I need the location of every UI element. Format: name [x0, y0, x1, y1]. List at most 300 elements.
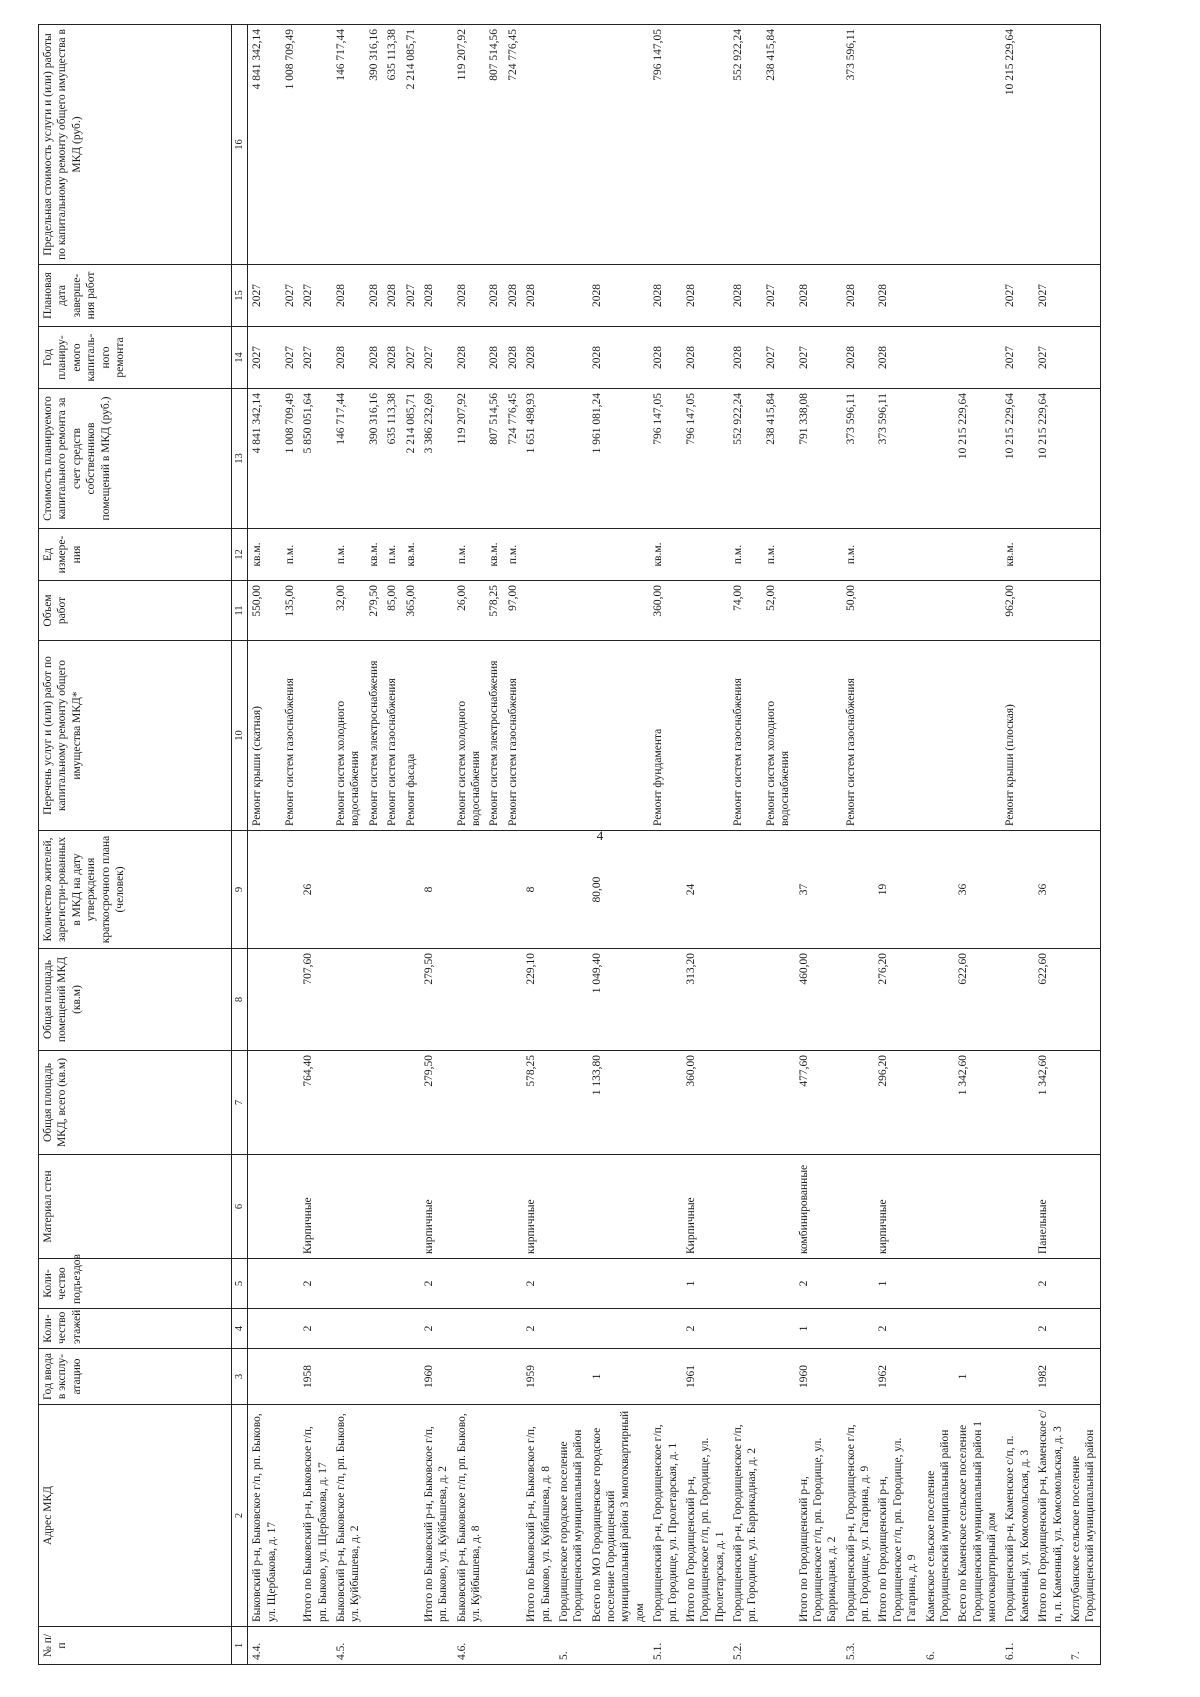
table-row [874, 25, 921, 1665]
table-row [281, 25, 299, 1665]
table-cell-col-11: 135,00 [281, 581, 299, 641]
table-cell-col-16 [795, 25, 842, 265]
table-cell-col-4 [922, 1309, 955, 1349]
table-cell-col-13: 10 215 229,64 [1001, 389, 1034, 529]
table-cell-col-11 [522, 581, 555, 641]
table-cell-col-5 [281, 1259, 299, 1309]
table-cell-col-6 [402, 1155, 420, 1259]
table-cell-col-13 [922, 389, 955, 529]
table-cell-col-5 [1001, 1259, 1034, 1309]
table-cell-col-12: кв.м. [1001, 529, 1034, 581]
table-cell-col-1: 6.1. [1001, 1627, 1034, 1665]
table-cell-col-11: 578,25 [485, 581, 503, 641]
table-cell-col-6 [383, 1155, 401, 1259]
table-cell-col-13: 390 316,16 [365, 389, 383, 529]
table-cell-col-12: кв.м. [485, 529, 503, 581]
table-row [402, 25, 420, 1665]
table-cell-col-6 [365, 1155, 383, 1259]
table-cell-col-2: Каменское сельское поселение Городищенский муниципальный район [922, 1405, 955, 1627]
table-cell-col-10 [555, 641, 588, 831]
table-cell-col-2 [281, 1405, 299, 1627]
table-cell-col-16: 119 207,92 [453, 25, 486, 265]
table-cell-col-4 [365, 1309, 383, 1349]
table-cell-col-3 [485, 1349, 503, 1405]
table-cell-col-15: 2028 [729, 265, 762, 327]
table-cell-col-14: 2028 [649, 327, 682, 389]
column-number-16: 16 [232, 25, 248, 265]
table-cell-col-9 [842, 831, 875, 949]
table-cell-col-7: 279,50 [420, 1051, 453, 1155]
table-cell-col-12: кв.м. [365, 529, 383, 581]
table-cell-col-6: кирпичные [874, 1155, 921, 1259]
table-cell-col-10: Ремонт систем электроснабжения [365, 641, 383, 831]
column-header-5: Коли-чество подъездов [39, 1259, 232, 1309]
table-cell-col-9 [504, 831, 522, 949]
table-cell-col-1 [1034, 1627, 1067, 1665]
table-cell-col-8 [485, 949, 503, 1051]
table-cell-col-15: 2027 [248, 265, 281, 327]
table-cell-col-8 [365, 949, 383, 1051]
table-cell-col-3 [729, 1349, 762, 1405]
table-cell-col-7 [248, 1051, 281, 1155]
table-cell-col-10: Ремонт крыши (скатная) [248, 641, 281, 831]
table-cell-col-5 [248, 1259, 281, 1309]
table-cell-col-3 [365, 1349, 383, 1405]
table-cell-col-13: 796 147,05 [682, 389, 729, 529]
table-cell-col-12: п.м. [762, 529, 795, 581]
column-header-14: Год планиру-емого капиталь-ного ремонта [39, 327, 232, 389]
table-cell-col-15: 2027 [1001, 265, 1034, 327]
table-cell-col-13: 119 207,92 [453, 389, 486, 529]
table-cell-col-6 [842, 1155, 875, 1259]
table-cell-col-8 [453, 949, 486, 1051]
table-cell-col-9: 8 [420, 831, 453, 949]
table-cell-col-14 [954, 327, 1001, 389]
table-cell-col-14: 2028 [842, 327, 875, 389]
table-row [682, 25, 729, 1665]
table-cell-col-3 [922, 1349, 955, 1405]
table-cell-col-15: 2027 [1034, 265, 1067, 327]
table-cell-col-7 [922, 1051, 955, 1155]
table-cell-col-11: 962,00 [1001, 581, 1034, 641]
table-cell-col-13: 552 922,24 [729, 389, 762, 529]
table-cell-col-5: 2 [299, 1259, 332, 1309]
column-header-11: Объем работ [39, 581, 232, 641]
table-cell-col-16 [299, 25, 332, 265]
table-cell-col-15: 2027 [299, 265, 332, 327]
table-cell-col-7: 1 342,60 [954, 1051, 1001, 1155]
table-cell-col-1 [874, 1627, 921, 1665]
table-cell-col-4: 2 [1034, 1309, 1067, 1349]
table-cell-col-10: Ремонт фундамента [649, 641, 682, 831]
table-cell-col-1 [299, 1627, 332, 1665]
table-cell-col-7: 578,25 [522, 1051, 555, 1155]
table-cell-col-10 [299, 641, 332, 831]
table-cell-col-4: 2 [874, 1309, 921, 1349]
table-cell-col-15 [555, 265, 588, 327]
table-cell-col-6 [588, 1155, 650, 1259]
table-cell-col-13: 724 776,45 [504, 389, 522, 529]
table-cell-col-9 [1067, 831, 1100, 949]
column-header-2: Адрес МКД [39, 1405, 232, 1627]
table-cell-col-7 [649, 1051, 682, 1155]
table-cell-col-6 [922, 1155, 955, 1259]
table-cell-col-10 [420, 641, 453, 831]
table-cell-col-13: 373 596,11 [842, 389, 875, 529]
table-row [649, 25, 682, 1665]
table-cell-col-2: Всего по МО Городищенское городское поселение Городищенский муниципальный район 3 многоквартирный дом [588, 1405, 650, 1627]
table-cell-col-13: 796 147,05 [649, 389, 682, 529]
table-cell-col-13: 2 214 085,71 [402, 389, 420, 529]
table-cell-col-16 [522, 25, 555, 265]
table-cell-col-2: Быковский р-н, Быковское г/п, рп. Быково, ул. Куйбышева, д. 2 [332, 1405, 365, 1627]
table-cell-col-6 [729, 1155, 762, 1259]
column-number-7: 7 [232, 1051, 248, 1155]
table-body [248, 25, 1101, 1665]
table-cell-col-3 [1001, 1349, 1034, 1405]
table-cell-col-12: п.м. [281, 529, 299, 581]
table-cell-col-9 [453, 831, 486, 949]
table-cell-col-13: 3 386 232,69 [420, 389, 453, 529]
table-row [453, 25, 486, 1665]
table-cell-col-1 [762, 1627, 795, 1665]
table-cell-col-7 [555, 1051, 588, 1155]
table-row [365, 25, 383, 1665]
table-cell-col-1: 5. [555, 1627, 588, 1665]
table-cell-col-11 [874, 581, 921, 641]
table-cell-col-11: 74,00 [729, 581, 762, 641]
table-cell-col-11 [555, 581, 588, 641]
table-cell-col-8: 622,60 [954, 949, 1001, 1051]
table-cell-col-3: 1960 [420, 1349, 453, 1405]
table-cell-col-11 [954, 581, 1001, 641]
table-row [248, 25, 281, 1665]
table-cell-col-2 [365, 1405, 383, 1627]
table-cell-col-1 [588, 1627, 650, 1665]
table-cell-col-4 [281, 1309, 299, 1349]
table-cell-col-6: Кирпичные [299, 1155, 332, 1259]
table-cell-col-1: 4.6. [453, 1627, 486, 1665]
table-cell-col-5 [555, 1259, 588, 1309]
table-cell-col-15 [954, 265, 1001, 327]
table-cell-col-8: 622,60 [1034, 949, 1067, 1051]
column-number-9: 9 [232, 831, 248, 949]
table-cell-col-3: 1960 [795, 1349, 842, 1405]
table-cell-col-9: 36 [954, 831, 1001, 949]
table-cell-col-3 [332, 1349, 365, 1405]
table-cell-col-7 [1001, 1051, 1034, 1155]
table-cell-col-6: Кирпичные [682, 1155, 729, 1259]
table-row [504, 25, 522, 1665]
table-cell-col-1 [485, 1627, 503, 1665]
table-cell-col-9 [729, 831, 762, 949]
table-cell-col-16 [874, 25, 921, 265]
table-cell-col-7: 1 342,60 [1034, 1051, 1067, 1155]
column-header-10: Перечень услуг и (или) работ по капитальному ремонту общего имущества МКД* [39, 641, 232, 831]
table-cell-col-16: 1 008 709,49 [281, 25, 299, 265]
table-cell-col-1: 5.1. [649, 1627, 682, 1665]
table-cell-col-10 [522, 641, 555, 831]
table-cell-col-7 [402, 1051, 420, 1155]
table-cell-col-6 [332, 1155, 365, 1259]
table-cell-col-13 [555, 389, 588, 529]
column-header-9: Количество жителей, зарегистри-рованных в МКД на дату утверждения краткосрочного плана (человек) [39, 831, 232, 949]
table-cell-col-4 [248, 1309, 281, 1349]
table-cell-col-16: 635 113,38 [383, 25, 401, 265]
table-cell-col-1: 7. [1067, 1627, 1100, 1665]
table-cell-col-1 [795, 1627, 842, 1665]
table-row [555, 25, 588, 1665]
table-cell-col-6 [649, 1155, 682, 1259]
table-cell-col-4 [402, 1309, 420, 1349]
table-cell-col-4 [555, 1309, 588, 1349]
table-cell-col-1 [682, 1627, 729, 1665]
table-cell-col-3 [504, 1349, 522, 1405]
table-cell-col-6: кирпичные [522, 1155, 555, 1259]
table-cell-col-13: 5 850 051,64 [299, 389, 332, 529]
table-cell-col-8 [922, 949, 955, 1051]
table-cell-col-14: 2028 [504, 327, 522, 389]
table-cell-col-1 [281, 1627, 299, 1665]
table-row [1001, 25, 1034, 1665]
table-cell-col-8 [504, 949, 522, 1051]
table-cell-col-14: 2027 [281, 327, 299, 389]
header-row [39, 25, 232, 1665]
table-cell-col-16 [1067, 25, 1100, 265]
table-cell-col-7 [365, 1051, 383, 1155]
table-cell-col-1 [504, 1627, 522, 1665]
table-cell-col-2: Итого по Городищенский р-н, Каменское с/п, п. Каменный, ул. Комсомольская, д. 3 [1034, 1405, 1067, 1627]
column-number-2: 2 [232, 1405, 248, 1627]
table-cell-col-10: Ремонт систем холодного водоснабжения [453, 641, 486, 831]
table-cell-col-5 [954, 1259, 1001, 1309]
table-cell-col-5 [332, 1259, 365, 1309]
table-cell-col-15: 2028 [504, 265, 522, 327]
table-cell-col-14: 2027 [420, 327, 453, 389]
table-cell-col-16 [420, 25, 453, 265]
table-cell-col-3: 1961 [682, 1349, 729, 1405]
table-cell-col-9: 24 [682, 831, 729, 949]
table-cell-col-16: 796 147,05 [649, 25, 682, 265]
table-cell-col-11 [1034, 581, 1067, 641]
table-cell-col-13: 146 717,44 [332, 389, 365, 529]
column-number-5: 5 [232, 1259, 248, 1309]
table-cell-col-6 [1001, 1155, 1034, 1259]
table-cell-col-1 [365, 1627, 383, 1665]
table-cell-col-7 [281, 1051, 299, 1155]
table-cell-col-11 [795, 581, 842, 641]
table-cell-col-16: 238 415,84 [762, 25, 795, 265]
table-cell-col-15: 2028 [420, 265, 453, 327]
table-cell-col-8: 276,20 [874, 949, 921, 1051]
table-cell-col-11: 279,50 [365, 581, 383, 641]
table-cell-col-3 [402, 1349, 420, 1405]
table-cell-col-5 [485, 1259, 503, 1309]
table-row [922, 25, 955, 1665]
table-cell-col-5 [922, 1259, 955, 1309]
table-cell-col-4 [332, 1309, 365, 1349]
table-cell-col-15: 2028 [332, 265, 365, 327]
table-cell-col-12: кв.м. [402, 529, 420, 581]
table-cell-col-3 [842, 1349, 875, 1405]
table-cell-col-5 [383, 1259, 401, 1309]
capital-repair-table-sheet [38, 25, 1178, 1665]
table-cell-col-10 [1067, 641, 1100, 831]
table-cell-col-7 [729, 1051, 762, 1155]
table-cell-col-5 [402, 1259, 420, 1309]
table-cell-col-8: 707,60 [299, 949, 332, 1051]
table-cell-col-14: 2028 [365, 327, 383, 389]
table-row [1067, 25, 1100, 1665]
table-cell-col-7 [762, 1051, 795, 1155]
table-cell-col-15: 2027 [762, 265, 795, 327]
table-row [420, 25, 453, 1665]
table-cell-col-11 [922, 581, 955, 641]
table-cell-col-13: 10 215 229,64 [954, 389, 1001, 529]
table-cell-col-7 [383, 1051, 401, 1155]
table-cell-col-9 [248, 831, 281, 949]
table-cell-col-11: 85,00 [383, 581, 401, 641]
table-cell-col-2: Итого по Быковский р-н, Быковское г/п, рп. Быково, ул. Щербакова, д. 17 [299, 1405, 332, 1627]
column-number-1: 1 [232, 1627, 248, 1665]
table-cell-col-15: 2027 [402, 265, 420, 327]
table-cell-col-14: 2027 [299, 327, 332, 389]
table-cell-col-5 [588, 1259, 650, 1309]
table-cell-col-11 [588, 581, 650, 641]
table-cell-col-15: 2028 [588, 265, 650, 327]
table-cell-col-12 [299, 529, 332, 581]
table-cell-col-9 [555, 831, 588, 949]
table-cell-col-7: 477,60 [795, 1051, 842, 1155]
column-number-12: 12 [232, 529, 248, 581]
table-cell-col-15 [922, 265, 955, 327]
table-cell-col-14: 2027 [795, 327, 842, 389]
table-cell-col-3: 1962 [874, 1349, 921, 1405]
table-cell-col-6 [504, 1155, 522, 1259]
table-cell-col-8: 1 049,40 [588, 949, 650, 1051]
table-cell-col-1 [402, 1627, 420, 1665]
column-number-13: 13 [232, 389, 248, 529]
table-cell-col-3: 1 [954, 1349, 1001, 1405]
table-cell-col-6 [281, 1155, 299, 1259]
column-header-1: № п/п [39, 1627, 232, 1665]
table-cell-col-12 [1067, 529, 1100, 581]
table-cell-col-14: 2027 [248, 327, 281, 389]
table-cell-col-1: 4.4. [248, 1627, 281, 1665]
table-cell-col-14: 2028 [453, 327, 486, 389]
table-cell-col-6: Панельные [1034, 1155, 1067, 1259]
table-cell-col-1: 4.5. [332, 1627, 365, 1665]
table-cell-col-14 [555, 327, 588, 389]
table-cell-col-9: 8 [522, 831, 555, 949]
table-cell-col-15: 2028 [682, 265, 729, 327]
table-cell-col-5 [1067, 1259, 1100, 1309]
table-cell-col-16 [1034, 25, 1067, 265]
table-cell-col-4 [383, 1309, 401, 1349]
table-cell-col-10: Ремонт систем холодного водоснабжения [332, 641, 365, 831]
table-cell-col-1: 5.3. [842, 1627, 875, 1665]
table-cell-col-12 [954, 529, 1001, 581]
table-cell-col-9 [281, 831, 299, 949]
column-header-7: Общая площадь МКД, всего (кв.м) [39, 1051, 232, 1155]
column-number-8: 8 [232, 949, 248, 1051]
table-cell-col-7 [453, 1051, 486, 1155]
table-cell-col-6 [762, 1155, 795, 1259]
table-row [485, 25, 503, 1665]
column-number-6: 6 [232, 1155, 248, 1259]
table-cell-col-16: 146 717,44 [332, 25, 365, 265]
table-cell-col-16: 807 514,56 [485, 25, 503, 265]
table-cell-col-3 [248, 1349, 281, 1405]
table-cell-col-2: Всего по Каменское сельское поселение Городищенский муниципальный район 1 многоквартирный дом [954, 1405, 1001, 1627]
table-cell-col-4 [504, 1309, 522, 1349]
table-cell-col-10 [922, 641, 955, 831]
table-cell-col-11: 52,00 [762, 581, 795, 641]
table-cell-col-11: 360,00 [649, 581, 682, 641]
table-cell-col-8: 279,50 [420, 949, 453, 1051]
table-cell-col-4 [842, 1309, 875, 1349]
table-cell-col-10 [795, 641, 842, 831]
table-cell-col-12: п.м. [383, 529, 401, 581]
table-cell-col-2: Быковский р-н, Быковское г/п, рп. Быково, ул. Куйбышева, д. 8 [453, 1405, 486, 1627]
table-cell-col-10 [588, 641, 650, 831]
table-cell-col-10 [1034, 641, 1067, 831]
table-cell-col-9: 26 [299, 831, 332, 949]
table-cell-col-13: 1 008 709,49 [281, 389, 299, 529]
column-header-12: Ед измере-ния [39, 529, 232, 581]
table-cell-col-8: 460,00 [795, 949, 842, 1051]
table-cell-col-15: 2028 [383, 265, 401, 327]
table-cell-col-14: 2027 [762, 327, 795, 389]
table-cell-col-2: Городищенский р-н, Городищенское г/п, рп. Городище, ул. Баррикадная, д. 2 [729, 1405, 762, 1627]
table-cell-col-4 [1001, 1309, 1034, 1349]
table-cell-col-15: 2028 [453, 265, 486, 327]
table-cell-col-15: 2028 [874, 265, 921, 327]
table-cell-col-4 [1067, 1309, 1100, 1349]
column-number-11: 11 [232, 581, 248, 641]
table-cell-col-13: 4 841 342,14 [248, 389, 281, 529]
table-cell-col-3: 1982 [1034, 1349, 1067, 1405]
table-cell-col-14: 2027 [402, 327, 420, 389]
table-cell-col-15: 2028 [842, 265, 875, 327]
table-row [383, 25, 401, 1665]
table-cell-col-14 [1067, 327, 1100, 389]
table-cell-col-2 [402, 1405, 420, 1627]
table-cell-col-3 [383, 1349, 401, 1405]
table-cell-col-2: Городищенский р-н, Городищенское г/п, рп. Городище, ул. Гагарина, д. 9 [842, 1405, 875, 1627]
table-cell-col-1 [954, 1627, 1001, 1665]
table-cell-col-10: Ремонт систем электроснабжения [485, 641, 503, 831]
table-cell-col-11 [682, 581, 729, 641]
table-cell-col-7 [842, 1051, 875, 1155]
table-cell-col-11 [420, 581, 453, 641]
table-cell-col-15: 2028 [365, 265, 383, 327]
table-cell-col-6: комбинированные [795, 1155, 842, 1259]
table-cell-col-2: Городищенский р-н, Городищенское г/п, рп. Городище, ул. Пролетарская, д. 1 [649, 1405, 682, 1627]
table-cell-col-12 [588, 529, 650, 581]
column-number-3: 3 [232, 1349, 248, 1405]
table-cell-col-12: п.м. [729, 529, 762, 581]
table-cell-col-12 [682, 529, 729, 581]
table-cell-col-15 [1067, 265, 1100, 327]
column-number-row [232, 25, 248, 1665]
table-cell-col-8 [281, 949, 299, 1051]
table-cell-col-4 [954, 1309, 1001, 1349]
table-cell-col-7 [485, 1051, 503, 1155]
table-row [332, 25, 365, 1665]
table-cell-col-5 [649, 1259, 682, 1309]
table-row [762, 25, 795, 1665]
